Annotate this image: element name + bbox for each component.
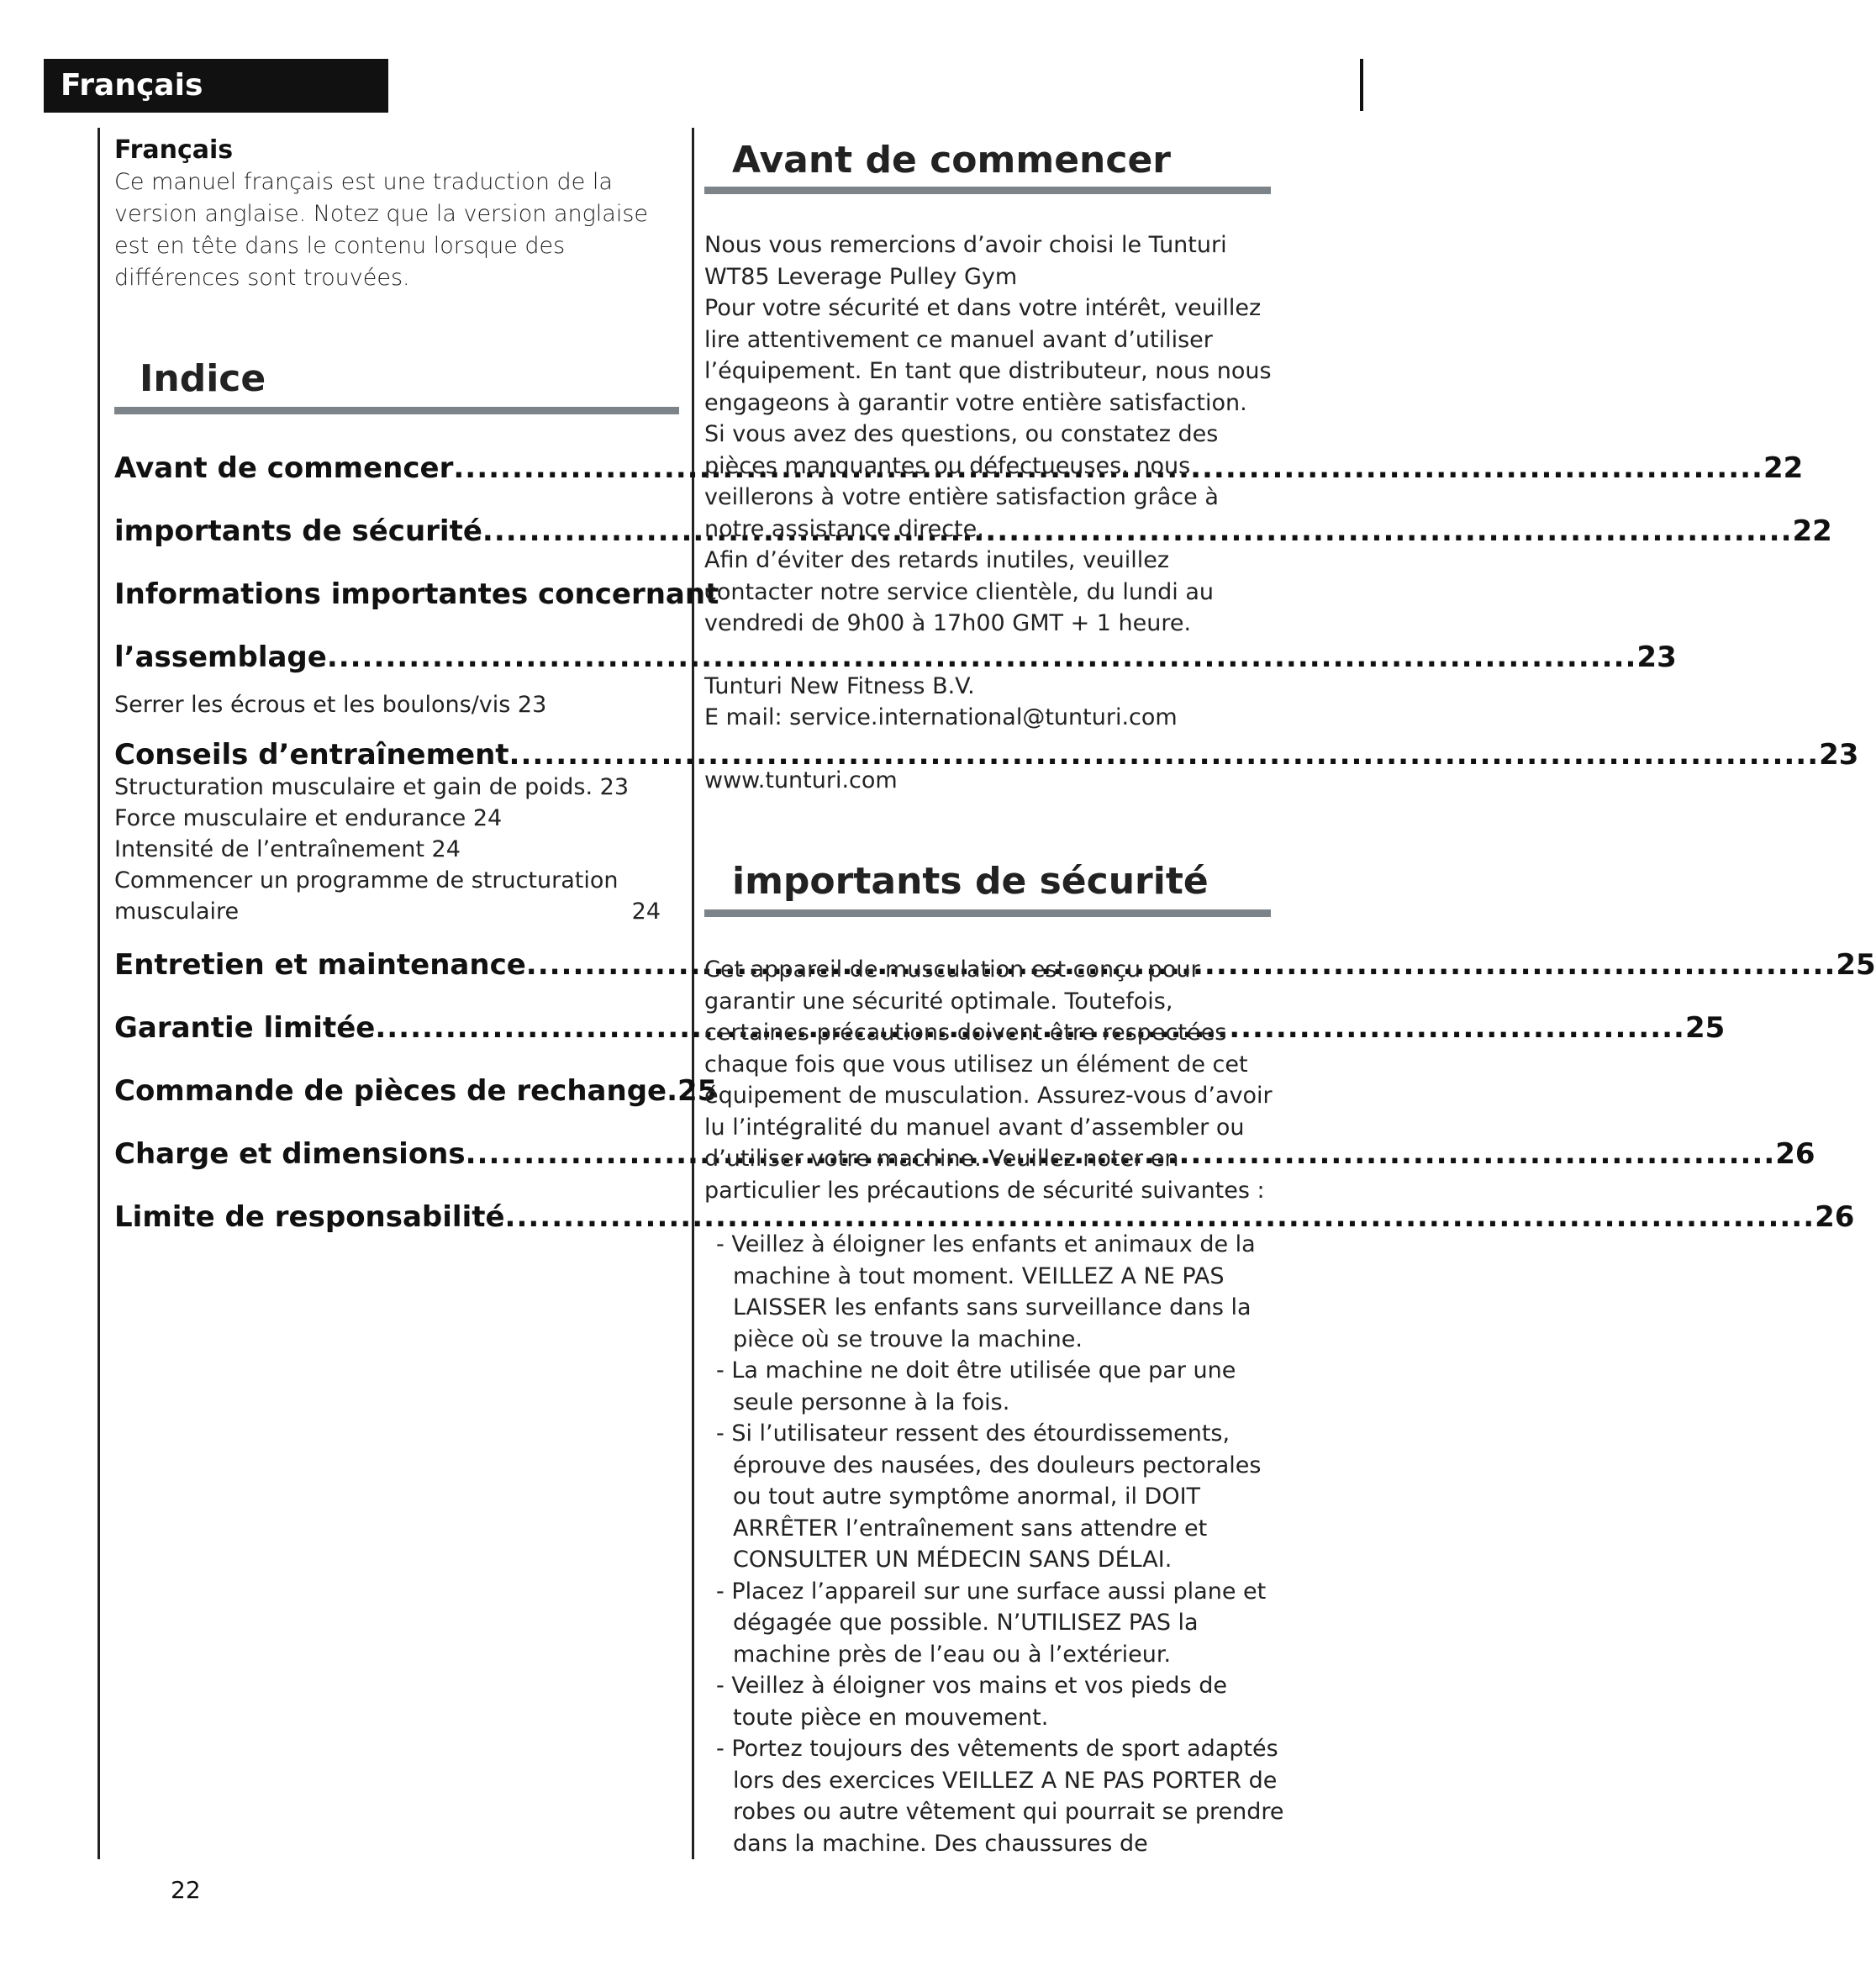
translation-note-title: Français bbox=[114, 135, 234, 165]
edge-marker bbox=[1360, 59, 1363, 111]
company-name: Tunturi New Fitness B.V. bbox=[704, 672, 975, 699]
toc-entry[interactable]: Avant de commencer ..... 22 bbox=[114, 437, 677, 500]
toc-entry[interactable]: Commande de pièces de rechange. 25 bbox=[114, 1074, 718, 1108]
toc-subentry[interactable]: musculaire 24 bbox=[114, 899, 661, 925]
translation-note-text: Ce manuel français est une traduction de la version anglaise. Notez que la version anglaise est en tête dans le contenu lorsque des différences sont trouvées. bbox=[114, 169, 649, 291]
left-column-rule bbox=[97, 128, 100, 1859]
toc-entry[interactable]: Limite de responsabilité ..... 26 bbox=[114, 1186, 677, 1249]
toc-entry[interactable]: Informations importantes concernant bbox=[114, 577, 719, 611]
before-start-body bbox=[704, 229, 1276, 796]
language-tab: Français bbox=[44, 59, 388, 113]
list-item: - Portez toujours des vêtements de sport adaptés lors des exercices VEILLEZ A NE PAS PORTER de robes ou autre vêtement qui pourrait se prendre dans la machine. Des chaussures de bbox=[716, 1736, 1284, 1857]
toc-entry[interactable]: Garantie limitée ..... 25 bbox=[114, 997, 677, 1060]
list-item: - Placez l’appareil sur une surface aussi plane et dégagée que possible. N’UTILISEZ PAS la machine près de l’eau ou à l’extérieur. bbox=[716, 1578, 1267, 1668]
before-start-heading: Avant de commencer bbox=[732, 139, 1171, 182]
page-number: 22 bbox=[171, 1876, 201, 1904]
before-start-heading-rule bbox=[704, 187, 1271, 194]
list-item: - Veillez à éloigner vos mains et vos pieds de toute pièce en mouvement. bbox=[716, 1673, 1227, 1731]
contact-email[interactable]: E mail: service.international@tunturi.com bbox=[704, 704, 1178, 730]
list-item: - La machine ne doit être utilisée que par une seule personne à la fois. bbox=[716, 1357, 1236, 1415]
safety-heading-rule bbox=[704, 909, 1271, 917]
toc-subentry[interactable]: Intensité de l’entraînement 24 bbox=[114, 836, 461, 862]
index-heading-rule bbox=[114, 407, 679, 414]
website-link[interactable]: www.tunturi.com bbox=[704, 767, 898, 793]
before-start-paragraph: Si vous avez des questions, ou constatez des pièces manquantes ou défectueuses, nous veillerons à votre entière satisfaction grâce à notre assistance directe. bbox=[704, 421, 1219, 542]
index-heading: Indice bbox=[140, 357, 266, 400]
toc-subentry[interactable]: Force musculaire et endurance 24 bbox=[114, 805, 503, 831]
toc-entry[interactable]: Entretien et maintenance ..... 25 bbox=[114, 934, 677, 997]
safety-intro: Cet appareil de musculation est conçu pour garantir une sécurité optimale. Toutefois, certaines précautions doivent être respectées chaque fois que vous utilisez un élément de cet équipement de musculation. Assurez-vous d’avoir lu l’intégralité du manuel avant d’assembler ou d’utiliser votre machine. Veuillez noter en particulier les précautions de sécurité suivantes : bbox=[704, 957, 1273, 1204]
before-start-paragraph: Nous vous remercions d’avoir choisi le Tunturi WT85 Leverage Pulley Gym bbox=[704, 232, 1227, 290]
list-item: - Veillez à éloigner les enfants et animaux de la machine à tout moment. VEILLEZ A NE PAS LAISSER les enfants sans surveillance dans la pièce où se trouve la machine. bbox=[716, 1231, 1256, 1352]
toc-entry[interactable]: Charge et dimensions ..... 26 bbox=[114, 1123, 677, 1186]
toc-entry[interactable]: l’assemblage ..... 23 bbox=[114, 626, 677, 689]
translation-note bbox=[114, 134, 686, 294]
toc-subentry[interactable]: Structuration musculaire et gain de poids. 23 bbox=[114, 774, 629, 800]
before-start-paragraph: Pour votre sécurité et dans votre intérêt, veuillez lire attentivement ce manuel avant d’utiliser l’équipement. En tant que distributeur, nous nous engageons à garantir votre entière satisfaction. bbox=[704, 295, 1272, 416]
toc-entry[interactable]: importants de sécurité ..... 22 bbox=[114, 500, 677, 563]
before-start-paragraph: Afin d’éviter des retards inutiles, veuillez contacter notre service clientèle, du lundi au vendredi de 9h00 à 17h00 GMT + 1 heure. bbox=[704, 547, 1215, 636]
list-item: - Si l’utilisateur ressent des étourdissements, éprouve des nausées, des douleurs pectorales ou tout autre symptôme anormal, il DOIT ARRÊTER l’entraînement sans attendre et CONSULTER UN MÉDECIN SANS DÉLAI. bbox=[716, 1420, 1262, 1573]
toc-entry[interactable]: Conseils d’entraînement ..... 23 bbox=[114, 724, 677, 787]
toc-subentry[interactable]: Commencer un programme de structuration bbox=[114, 867, 619, 893]
toc-subentry[interactable]: Serrer les écrous et les boulons/vis 23 bbox=[114, 692, 547, 718]
safety-precautions-list bbox=[716, 1229, 1288, 1859]
safety-heading: importants de sécurité bbox=[732, 860, 1209, 903]
